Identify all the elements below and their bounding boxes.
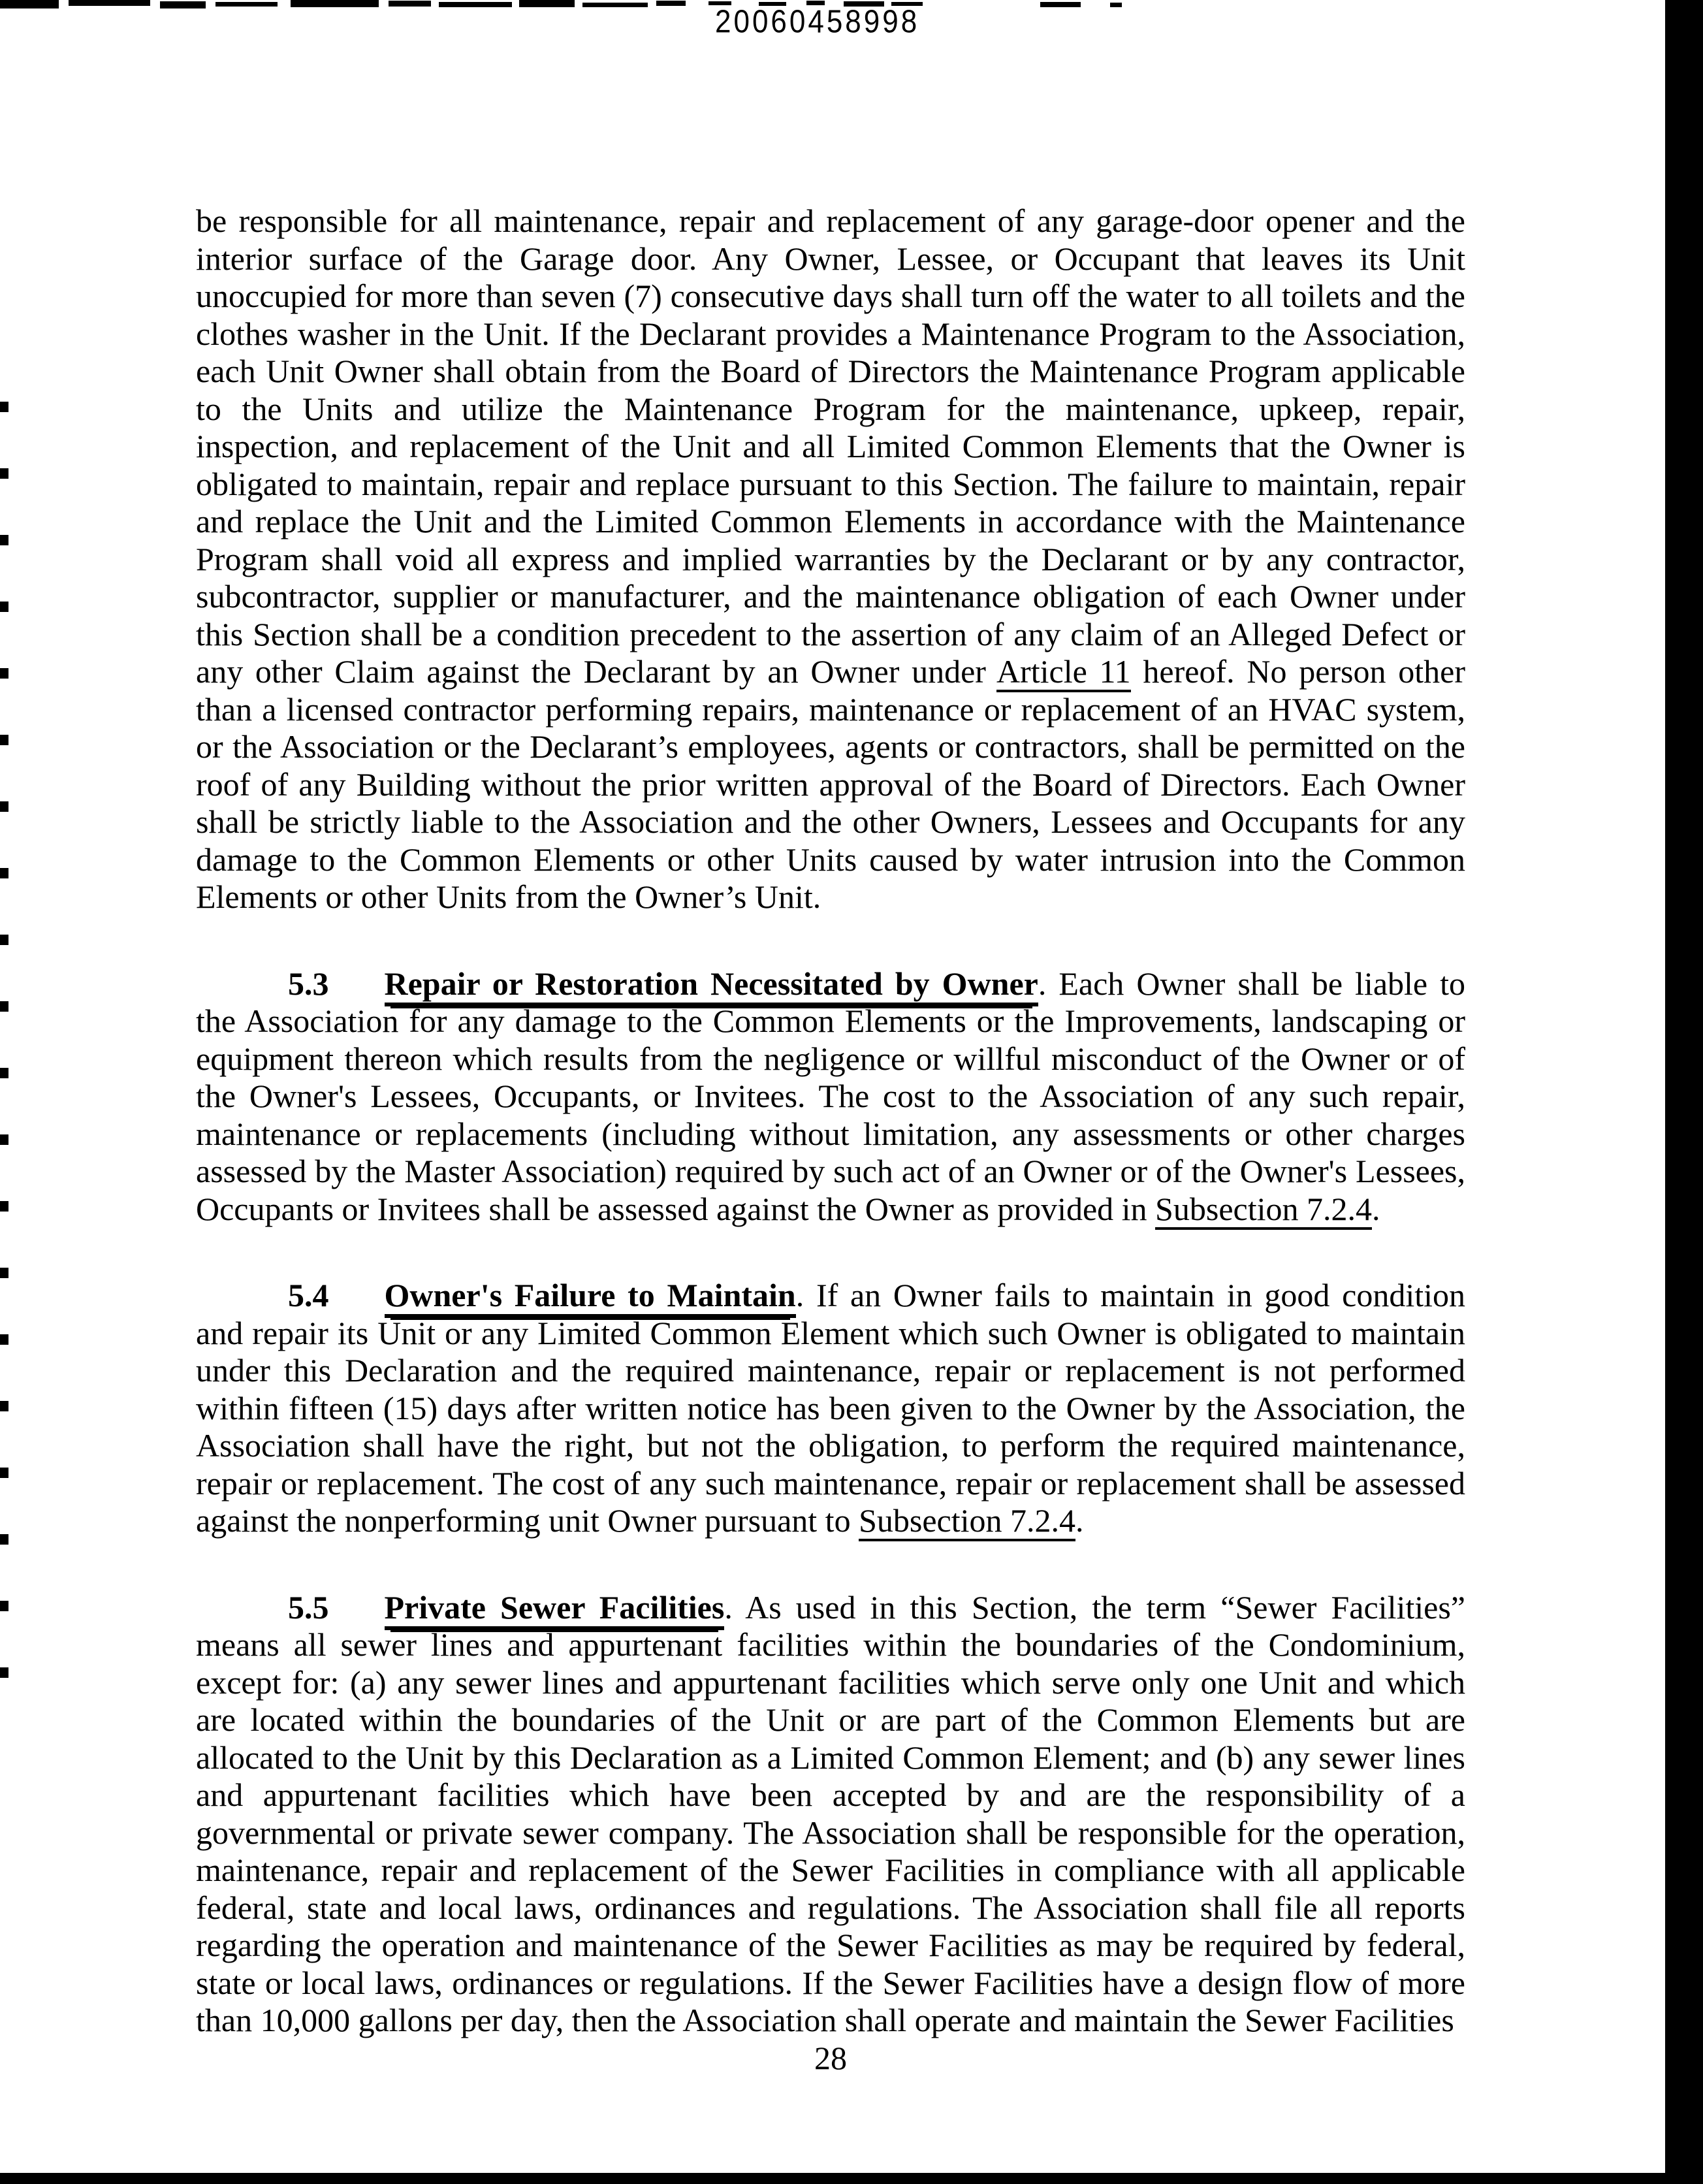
scan-artifact-dash xyxy=(656,1,686,6)
scan-artifact-dash xyxy=(160,1,206,8)
article-11-reference: Article 11 xyxy=(996,653,1131,692)
body-text: hereof. No person other than a licensed contractor performing repairs, maintenance or replacement of an HVAC system, or the Association or the Declarant’s employees, agents or contractors, shall be permitted on the roof of any Building without the prior written approval of the Board of Directors. Each Owner shall be strictly liable to the Association and the other Owners, Lessees and Occupants for any damage to the Common Elements or other Units caused by water intrusion into the Common Elements or other Units from the Owner’s Unit. xyxy=(196,653,1465,915)
section-number: 5.3 xyxy=(288,965,329,1002)
subsection-reference: Subsection 7.2.4 xyxy=(859,1502,1075,1541)
paragraph-continuation xyxy=(196,202,1465,916)
section-5-3 xyxy=(196,965,1465,1228)
document-body xyxy=(196,202,1465,2077)
scan-artifact-dash xyxy=(69,0,150,6)
scan-artifact-dash xyxy=(291,0,379,7)
section-heading: Owner's Failure to Maintain xyxy=(385,1277,796,1318)
scan-artifact-dash xyxy=(519,0,575,7)
scan-artifact-dash xyxy=(215,2,278,7)
subsection-reference: Subsection 7.2.4 xyxy=(1155,1191,1372,1230)
body-text: . Each Owner shall be liable to the Association for any damage to the Common Elements or the Improvements, landscaping or equipment thereon which results from the negligence or willful misconduct of the Owner or of the Owner's Lessees, Occupants, or Invitees. The cost to the Association of any such repair, maintenance or replacements (including without limitation, any assessments or other charges assessed by the Master Association) required by such act of an Owner or of the Owner's Lessees, Occupants or Invitees shall be assessed against the Owner as provided in xyxy=(196,965,1465,1227)
body-text: . xyxy=(1371,1190,1380,1227)
scan-artifact-bottom-bar xyxy=(0,2173,1703,2184)
scan-artifact-dash xyxy=(439,2,512,7)
body-text: be responsible for all maintenance, repair and replacement of any garage-door opener and the interior surface of the Garage door. Any Owner, Lessee, or Occupant that leaves its Unit unoccupied for more than seven (7) consecutive days shall turn off the water to all toilets and the clothes washer in the Unit. If the Declarant provides a Maintenance Program to the Association, each Unit Owner shall obtain from the Board of Directors the Maintenance Program applicable to the Units and utilize the Maintenance Program for the maintenance, upkeep, repair, inspection, and replacement of the Unit and all Limited Common Elements that the Owner is obligated to maintain, repair and replace pursuant to this Section. The failure to maintain, repair and replace the Unit and the Limited Common Elements in accordance with the Maintenance Program shall void all express and implied warranties by the Declarant or by any contractor, subcontractor, supplier or manufacturer, and the maintenance obligation of each Owner under this Section shall be a condition precedent to the assertion of any claim of an Alleged Defect or any other Claim against the Declarant by an Owner under xyxy=(196,202,1465,690)
section-number: 5.5 xyxy=(288,1588,329,1626)
scan-artifact-dash xyxy=(0,0,59,8)
body-text: . xyxy=(1075,1502,1084,1539)
section-5-5 xyxy=(196,1589,1465,2040)
scan-artifact-right-bar xyxy=(1665,0,1703,2184)
scan-artifact-dash xyxy=(582,3,648,7)
section-5-4 xyxy=(196,1277,1465,1540)
section-heading: Private Sewer Facilities xyxy=(385,1589,725,1630)
scan-artifact-dash xyxy=(1040,2,1081,7)
scan-artifact-dash xyxy=(1110,3,1122,7)
scan-artifact-left-ticks xyxy=(0,402,8,1682)
body-text: . If an Owner fails to maintain in good condition and repair its Unit or any Limited Common Element which such Owner is obligated to maintain under this Declaration and the required maintenance, repair or replacement is not performed within fifteen (15) days after written notice has been given to the Owner by the Association, the Association shall have the right, but not the obligation, to perform the required maintenance, repair or replacement. The cost of any such maintenance, repair or replacement shall be assessed against the nonperforming unit Owner pursuant to xyxy=(196,1277,1465,1539)
body-text: . As used in this Section, the term “Sewer Facilities” means all sewer lines and appurtenant facilities within the boundaries of the Condominium, except for: (a) any sewer lines and appurtenant facilities which serve only one Unit and which are located within the boundaries of the Unit or are part of the Common Elements but are allocated to the Unit by this Declaration as a Limited Common Element; and (b) any sewer lines and appurtenant facilities which have been accepted by and are the responsibility of a governmental or private sewer company. The Association shall be responsible for the operation, maintenance, repair and replacement of the Sewer Facilities in compliance with all applicable federal, state and local laws, ordinances and regulations. The Association shall file all reports regarding the operation and maintenance of the Sewer Facilities as may be required by federal, state or local laws, ordinances or regulations. If the Sewer Facilities have a design flow of more than 10,000 gallons per day, then the Association shall operate and maintain the Sewer Facilities xyxy=(196,1588,1465,2038)
scan-artifact-dash xyxy=(389,1,431,7)
document-number: 20060458998 xyxy=(715,4,920,40)
section-number: 5.4 xyxy=(288,1277,329,1313)
section-heading: Repair or Restoration Necessitated by Owner xyxy=(385,965,1038,1006)
page-number: 28 xyxy=(814,2039,847,2076)
